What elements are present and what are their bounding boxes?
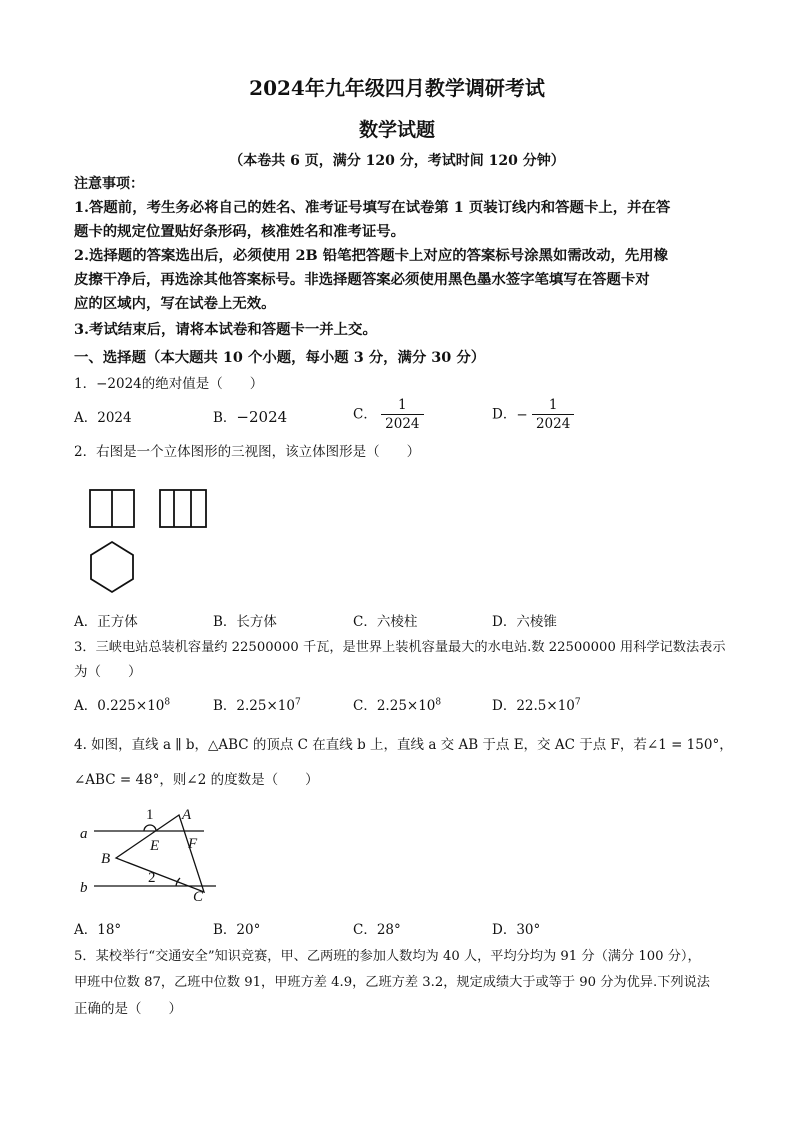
exam-info: （本卷共 6 页，满分 120 分，考试时间 120 分钟）: [229, 153, 565, 169]
q4-option-a: A．18°: [74, 922, 122, 938]
triangle-abc: [116, 815, 204, 892]
q3-option-d: D．$22.5\times 10^7$: [492, 697, 581, 714]
q1-option-c: C． $\frac{1}{2024}$: [353, 397, 424, 433]
q1-option-b: B．−2024: [213, 408, 288, 426]
question-4-line-2: ∠ABC = 48°，则∠2 的度数是（ ）: [74, 772, 319, 788]
label-b: b: [80, 880, 88, 896]
question-5-line-2: 甲班中位数 87，乙班中位数 91，甲班方差 4.9，乙班方差 3.2，规定成绩大于或等于 90 分为优异.下列说法: [74, 975, 710, 990]
q2-option-c: C．六棱柱: [353, 614, 418, 630]
geometry-figure: [76, 800, 226, 908]
note-line: 2.选择题的答案选出后，必须使用 2B 铅笔把答题卡上对应的答案标号涂黑如需改动，先用橡: [74, 247, 669, 264]
angle-1-arc: [144, 825, 156, 831]
q4-option-c: C．28°: [353, 922, 401, 938]
label-a: a: [80, 826, 88, 842]
q1-option-a: A．2024: [74, 410, 132, 426]
label-E: E: [150, 838, 160, 854]
note-line: 题卡的规定位置贴好条形码，核准姓名和准考证号。: [74, 223, 405, 240]
question-3-line-2: 为（ ）: [74, 664, 142, 680]
fraction: $\frac{1}{2024}$: [381, 397, 423, 433]
question-4-line-1: 4. 如图，直线 a ∥ b，△ABC 的顶点 C 在直线 b 上，直线 a 交 AB 于点 E，交 AC 于点 F，若∠1 = 150°，: [74, 737, 733, 753]
section-title: 一、选择题（本大题共 10 个小题，每小题 3 分，满分 30 分）: [74, 349, 486, 366]
label-1: 1: [146, 807, 154, 823]
q2-option-a: A．正方体: [74, 614, 138, 630]
q3-option-a: A．$0.225\times 10^8$: [74, 697, 171, 714]
question-5-line-3: 正确的是（ ）: [74, 1001, 182, 1017]
question-1-stem: 1．−2024的绝对值是（ ）: [74, 376, 264, 392]
fraction: $\frac{1}{2024}$: [532, 397, 574, 433]
exam-title: 2024年九年级四月教学调研考试: [249, 76, 545, 100]
label-B: B: [101, 851, 111, 867]
q3-option-b: B．$2.25\times 10^7$: [213, 697, 301, 714]
side-view: [160, 490, 206, 527]
note-line: 1.答题前，考生务必将自己的姓名、准考证号填写在试卷第 1 页装订线内和答题卡上，并在答: [74, 199, 671, 216]
label-2: 2: [148, 870, 156, 886]
label-C: C: [193, 889, 204, 905]
note-line: 应的区域内，写在试卷上无效。: [74, 295, 276, 312]
label-F: F: [188, 836, 198, 852]
question-5-line-1: 5．某校举行“交通安全”知识竞赛，甲、乙两班的参加人数均为 40 人，平均分均为 91 分（满分 100 分），: [74, 949, 701, 964]
question-2-stem: 2．右图是一个立体图形的三视图，该立体图形是（ ）: [74, 444, 421, 460]
question-3-line-1: 3．三峡电站总装机容量约 22500000 千瓦，是世界上装机容量最大的水电站.数 22500000 用科学记数法表示: [74, 640, 726, 655]
three-view-figure: [84, 484, 214, 594]
q3-option-c: C．$2.25\times 10^8$: [353, 697, 442, 714]
note-line: 皮擦干净后，再选涂其他答案标号。非选择题答案必须使用黑色墨水签字笔填写在答题卡对: [74, 271, 650, 288]
top-view-hexagon: [91, 542, 133, 592]
note-line: 3.考试结束后，请将本试卷和答题卡一并上交。: [74, 321, 377, 338]
q1-option-d: D．− $\frac{1}{2024}$: [492, 397, 574, 433]
notes-heading: 注意事项：: [74, 176, 144, 192]
subject-title: 数学试题: [358, 119, 435, 141]
q4-option-b: B．20°: [213, 922, 261, 938]
q2-option-b: B．长方体: [213, 614, 277, 630]
q2-option-d: D．六棱锥: [492, 614, 557, 630]
label-A: A: [182, 807, 192, 823]
q4-option-d: D．30°: [492, 922, 541, 938]
